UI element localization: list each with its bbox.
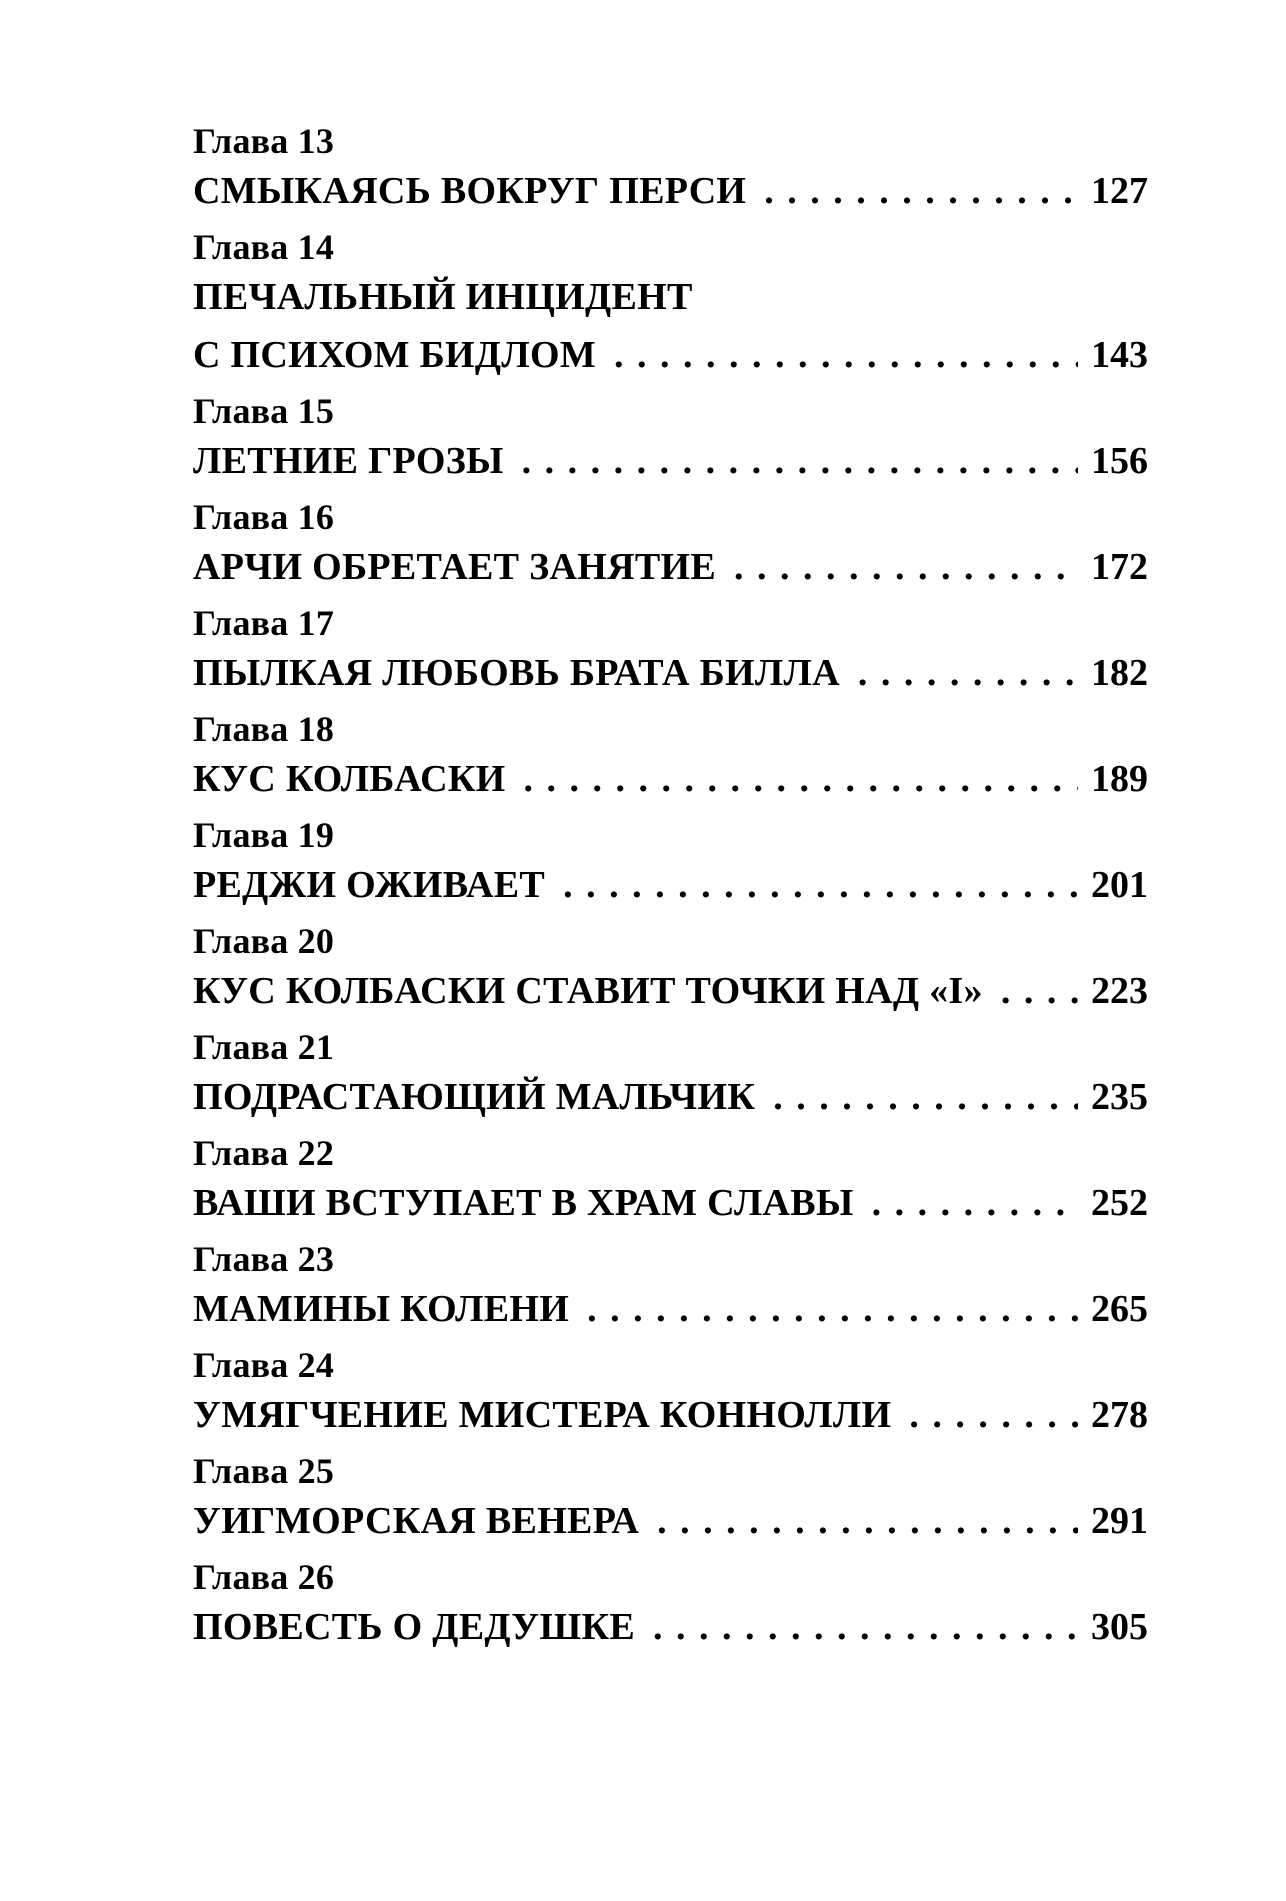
toc-entry-chapter-21 <box>193 1026 1148 1126</box>
dot-leader <box>524 750 1078 808</box>
chapter-title-line <box>193 326 1148 384</box>
page-number: 291 <box>1091 1500 1148 1542</box>
dot-leader <box>734 538 1078 596</box>
chapter-title-line <box>193 432 1148 490</box>
chapter-number: Глава 16 <box>193 497 335 537</box>
chapter-number: Глава 20 <box>193 921 335 961</box>
chapter-number: Глава 25 <box>193 1451 335 1491</box>
chapter-title: ЛЕТНИЕ ГРОЗЫ <box>193 440 504 482</box>
toc-entry-chapter-19 <box>193 814 1148 914</box>
page-number: 189 <box>1091 758 1148 800</box>
chapter-number: Глава 18 <box>193 709 335 749</box>
page-number: 223 <box>1091 970 1148 1012</box>
chapter-title-line <box>193 538 1148 596</box>
dot-leader <box>773 1068 1078 1126</box>
chapter-title-line <box>193 644 1148 702</box>
dot-leader <box>614 326 1078 384</box>
dot-leader <box>764 162 1078 220</box>
chapter-title-line <box>193 750 1148 808</box>
chapter-number: Глава 21 <box>193 1027 335 1067</box>
page-number: 143 <box>1091 334 1148 376</box>
table-of-contents <box>193 120 1148 1662</box>
chapter-title-line <box>193 1386 1148 1444</box>
chapter-title: УИГМОРСКАЯ ВЕНЕРА <box>193 1500 640 1542</box>
page-number: 182 <box>1091 652 1148 694</box>
dot-leader <box>909 1386 1078 1444</box>
page-number: 265 <box>1091 1288 1148 1330</box>
dot-leader <box>657 1492 1078 1550</box>
page-number: 201 <box>1091 864 1148 906</box>
chapter-title: КУС КОЛБАСКИ <box>193 758 506 800</box>
dot-leader <box>1001 962 1078 1020</box>
chapter-title: ПОДРАСТАЮЩИЙ МАЛЬЧИК <box>193 1076 756 1118</box>
page-number: 127 <box>1091 170 1148 212</box>
chapter-title-line <box>193 268 1148 326</box>
dot-leader <box>872 1174 1078 1232</box>
chapter-title-line <box>193 1068 1148 1126</box>
toc-entry-chapter-13 <box>193 120 1148 220</box>
page-number: 278 <box>1091 1394 1148 1436</box>
chapter-number: Глава 23 <box>193 1239 335 1279</box>
dot-leader <box>653 1598 1078 1656</box>
page-number: 252 <box>1091 1182 1148 1224</box>
chapter-number: Глава 22 <box>193 1133 335 1173</box>
chapter-number: Глава 24 <box>193 1345 335 1385</box>
chapter-number: Глава 19 <box>193 815 335 855</box>
chapter-title: ПОВЕСТЬ О ДЕДУШКЕ <box>193 1606 635 1648</box>
dot-leader <box>563 856 1078 914</box>
chapter-title-line <box>193 1174 1148 1232</box>
chapter-title: ПЕЧАЛЬНЫЙ ИНЦИДЕНТ <box>193 276 693 318</box>
dot-leader <box>522 432 1078 490</box>
chapter-title: С ПСИХОМ БИДЛОМ <box>193 334 596 376</box>
chapter-title: ВАШИ ВСТУПАЕТ В ХРАМ СЛАВЫ <box>193 1182 854 1224</box>
chapter-title: ПЫЛКАЯ ЛЮБОВЬ БРАТА БИЛЛА <box>193 652 840 694</box>
page-number: 305 <box>1091 1606 1148 1648</box>
dot-leader <box>858 644 1078 702</box>
chapter-title: УМЯГЧЕНИЕ МИСТЕРА КОННОЛЛИ <box>193 1394 892 1436</box>
toc-entry-chapter-24 <box>193 1344 1148 1444</box>
toc-entry-chapter-22 <box>193 1132 1148 1232</box>
toc-entry-chapter-18 <box>193 708 1148 808</box>
toc-entry-chapter-17 <box>193 602 1148 702</box>
page-number: 156 <box>1091 440 1148 482</box>
chapter-title: АРЧИ ОБРЕТАЕТ ЗАНЯТИЕ <box>193 546 716 588</box>
toc-entry-chapter-15 <box>193 390 1148 490</box>
chapter-title-line <box>193 1280 1148 1338</box>
chapter-title-line <box>193 962 1148 1020</box>
chapter-number: Глава 13 <box>193 121 335 161</box>
chapter-title-line <box>193 856 1148 914</box>
chapter-title-line <box>193 1492 1148 1550</box>
chapter-title-line <box>193 162 1148 220</box>
page-number: 235 <box>1091 1076 1148 1118</box>
chapter-title: РЕДЖИ ОЖИВАЕТ <box>193 864 546 906</box>
chapter-number: Глава 15 <box>193 391 335 431</box>
dot-leader <box>587 1280 1078 1338</box>
chapter-number: Глава 14 <box>193 227 335 267</box>
toc-entry-chapter-20 <box>193 920 1148 1020</box>
chapter-title: СМЫКАЯСЬ ВОКРУГ ПЕРСИ <box>193 170 747 212</box>
chapter-title: КУС КОЛБАСКИ СТАВИТ ТОЧКИ НАД «I» <box>193 970 983 1012</box>
toc-entry-chapter-25 <box>193 1450 1148 1550</box>
toc-entry-chapter-14 <box>193 226 1148 384</box>
chapter-title: МАМИНЫ КОЛЕНИ <box>193 1288 570 1330</box>
chapter-number: Глава 26 <box>193 1557 335 1597</box>
toc-entry-chapter-26 <box>193 1556 1148 1656</box>
chapter-number: Глава 17 <box>193 603 335 643</box>
chapter-title-line <box>193 1598 1148 1656</box>
toc-entry-chapter-23 <box>193 1238 1148 1338</box>
toc-entry-chapter-16 <box>193 496 1148 596</box>
page-number: 172 <box>1091 546 1148 588</box>
